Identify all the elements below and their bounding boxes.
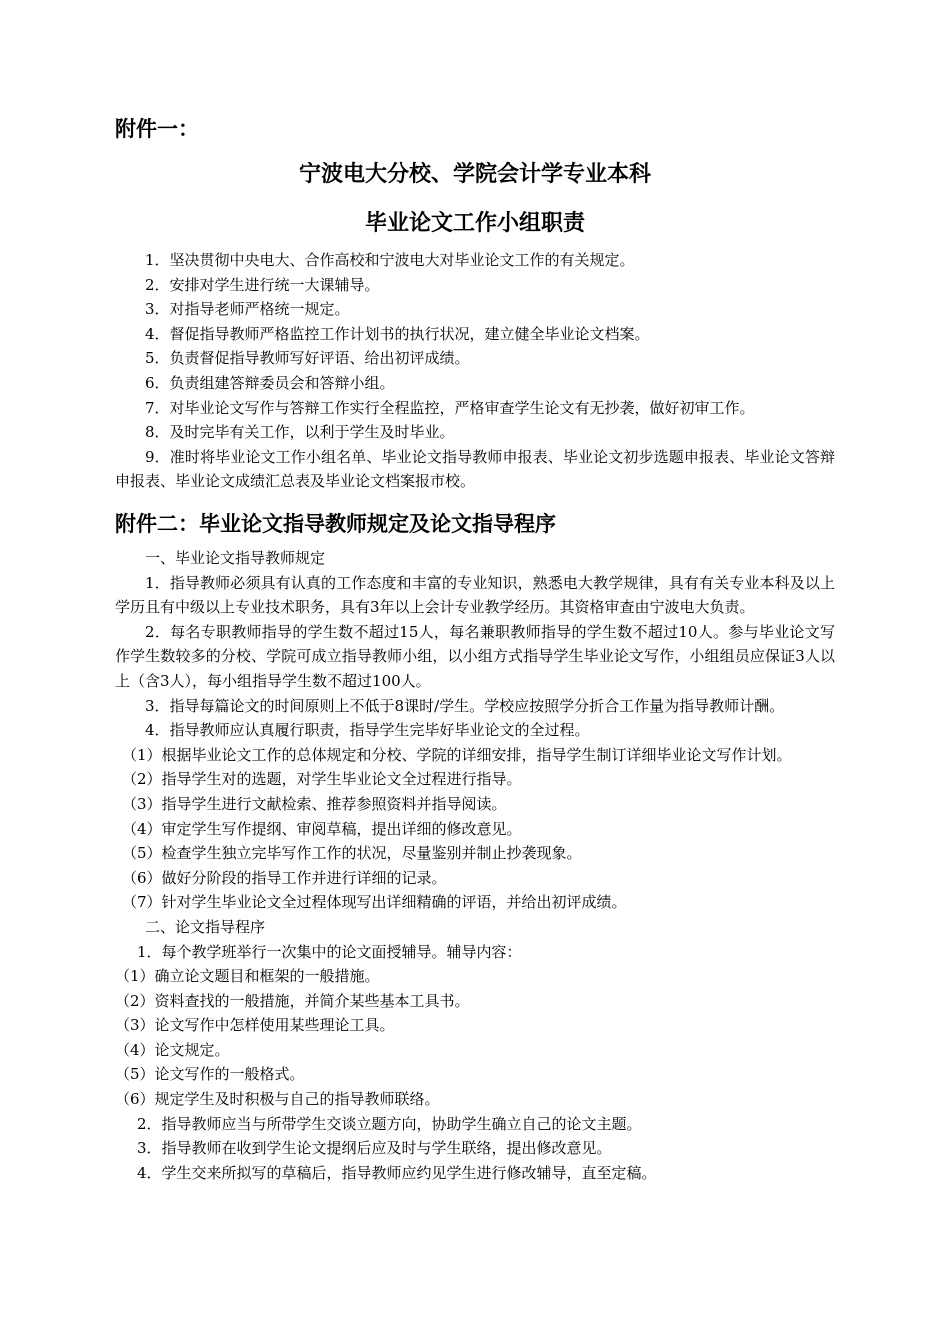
document-title-line2: 毕业论文工作小组职责 [364,211,585,236]
duty-item: 1．坚决贯彻中央电大、合作高校和宁波电大对毕业论文工作的有关规定。 [145,251,635,269]
duty-item: 9．准时将毕业论文工作小组名单、毕业论文指导教师申报表、毕业论文初步选题申报表、毕业论文答辩申报表、毕业论文成绩汇总表及毕业论文档案报市校。 [115,447,835,491]
annex2-heading: 附件二：毕业论文指导教师规定及论文指导程序 [115,512,556,536]
section2-subitem: （1）确立论文题目和框架的一般措施。 [115,967,380,986]
section2-subitem: （5）论文写作的一般格式。 [115,1065,305,1084]
section1-item: （5）检查学生独立完毕写作工作的状况，尽量鉴别并制止抄袭现象。 [122,844,582,863]
duty-item: 2．安排对学生进行统一大课辅导。 [145,275,380,294]
duty-item: 7．对毕业论文写作与答辩工作实行全程监控，严格审查学生论文有无抄袭，做好初审工作。 [145,398,755,417]
duty-item: 3．对指导老师严格统一规定。 [145,300,350,319]
section1-heading: 一、毕业论文指导教师规定 [145,549,326,567]
section2-subitem: （6）规定学生及时积极与自己的指导教师联络。 [115,1090,440,1109]
section1-item: （2）指导学生对的选题，对学生毕业论文全过程进行指导。 [122,770,522,789]
section2-subitem: （4）论文规定。 [115,1040,230,1059]
section1-item: （4）审定学生写作提纲、审阅草稿，提出详细的修改意见。 [122,819,522,838]
section1-item: （3）指导学生进行文献检索、推荐参照资料并指导阅读。 [122,794,507,813]
duty-item: 8．及时完毕有关工作，以利于学生及时毕业。 [145,423,455,442]
document-title-line1: 宁波电大分校、学院会计学专业本科 [298,162,651,187]
duty-item: 4．督促指导教师严格监控工作计划书的执行状况，建立健全毕业论文档案。 [145,324,650,343]
section2-step: 2．指导教师应当与所带学生交谈立题方向，协助学生确立自己的论文主题。 [137,1114,642,1133]
section1-para: 4．指导教师应认真履行职责，指导学生完毕好毕业论文的全过程。 [145,721,590,740]
section1-item: （7）针对学生毕业论文全过程体现写出详细精确的评语，并给出初评成绩。 [122,893,627,912]
annex1-label: 附件一： [115,117,199,141]
duties-list [115,248,835,494]
annex2-body [115,546,835,1185]
section2-subitem: （2）资料查找的一般措施，并简介某些基本工具书。 [115,991,470,1010]
section1-para: 1．指导教师必须具有认真的工作态度和丰富的专业知识，熟悉电大教学规律，具有有关专业本科及以上学历且有中级以上专业技术职务，具有3年以上会计专业教学经历。其资格审查由宁波电大负责。 [115,573,835,617]
section2-step: 3．指导教师在收到学生论文提纲后应及时与学生联络，提出修改意见。 [137,1139,612,1158]
section1-para: 3．指导每篇论文的时间原则上不低于8课时/学生。学校应按照学分折合工作量为指导教师计酬。 [145,696,785,715]
section1-item: （1）根据毕业论文工作的总体规定和分校、学院的详细安排，指导学生制订详细毕业论文写作计划。 [122,745,792,764]
section1-item: （6）做好分阶段的指导工作并进行详细的记录。 [122,868,447,887]
section2-step: 4．学生交来所拟写的草稿后，指导教师应约见学生进行修改辅导，直至定稿。 [137,1163,657,1182]
duty-item: 6．负责组建答辩委员会和答辩小组。 [145,373,395,392]
section2-subitem: （3）论文写作中怎样使用某些理论工具。 [115,1016,395,1035]
section2-step: 1．每个教学班举行一次集中的论文面授辅导。辅导内容： [137,942,522,961]
duty-item: 5．负责督促指导教师写好评语、给出初评成绩。 [145,349,470,368]
section1-para: 2．每名专职教师指导的学生数不超过15人，每名兼职教师指导的学生数不超过10人。参与毕业论文写作学生数较多的分校、学院可成立指导教师小组，以小组方式指导学生毕业论文写作，小组组员应保证3人以上（含3人），每小组指导学生数不超过100人。 [115,622,835,690]
section2-heading: 二、论文指导程序 [145,917,266,936]
